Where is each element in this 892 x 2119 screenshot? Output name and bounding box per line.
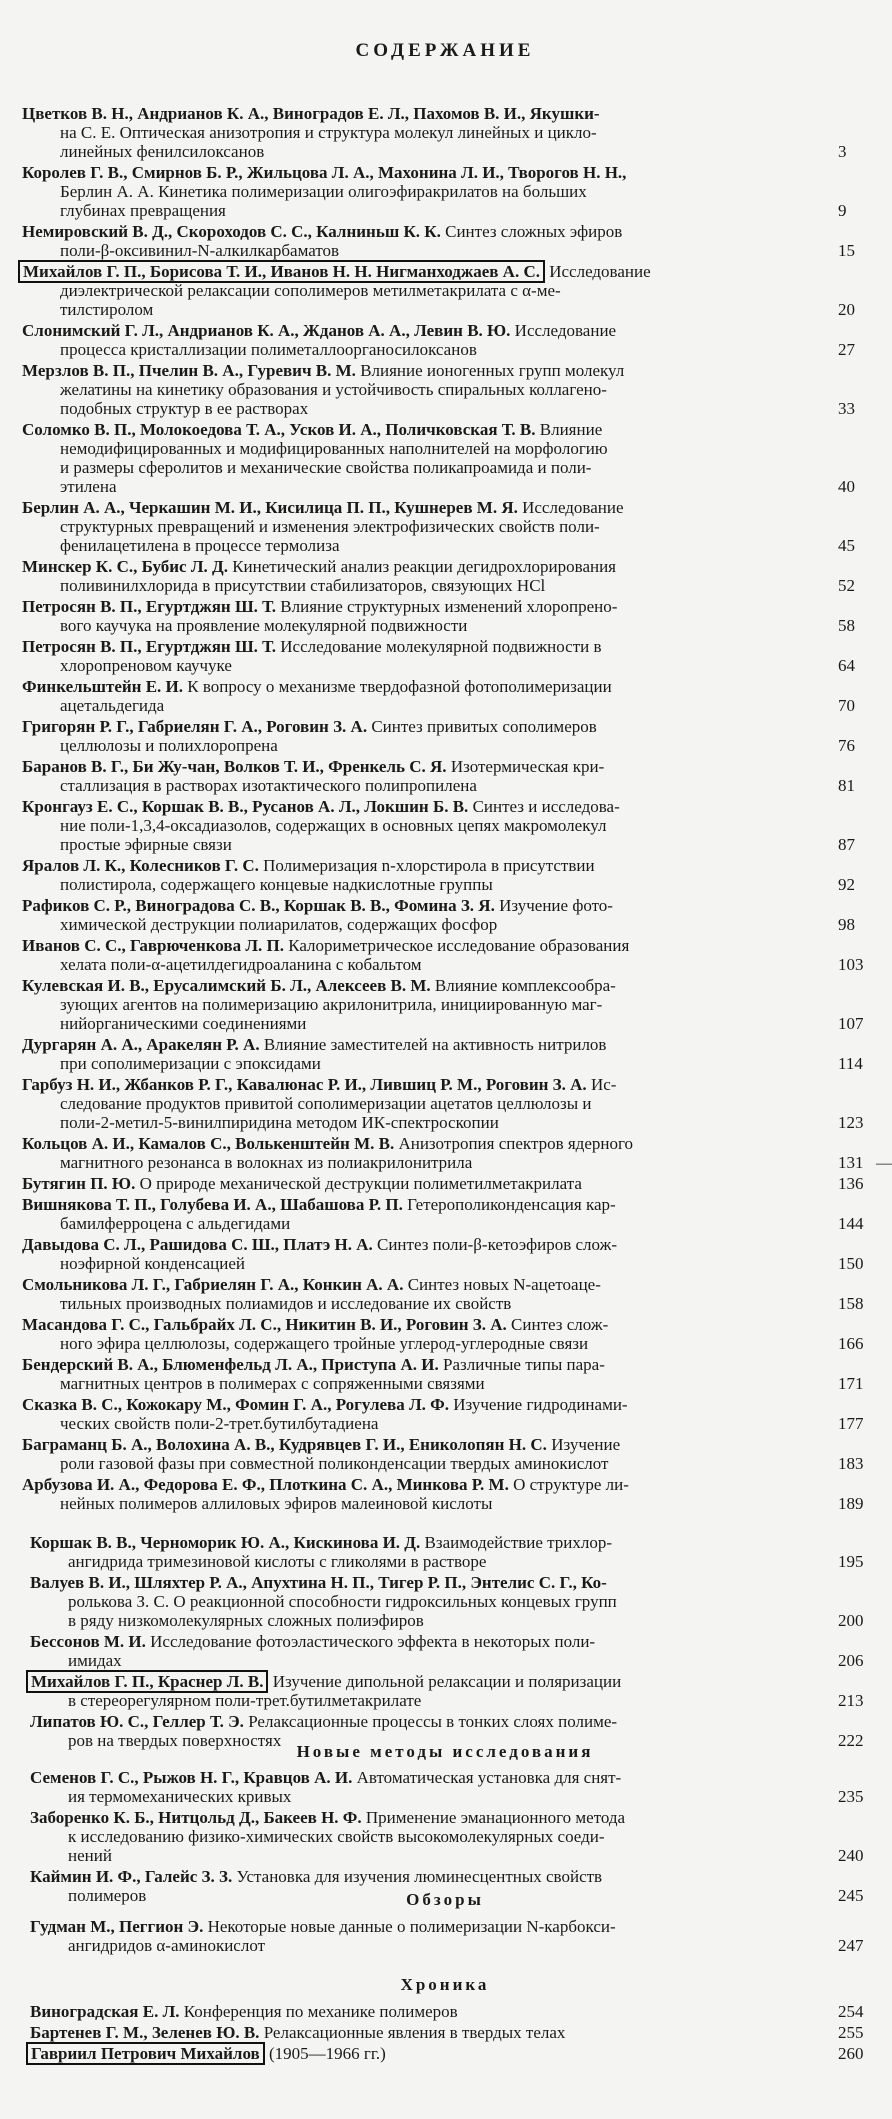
entry-first-line bbox=[22, 896, 832, 915]
entry-page-number: 76 bbox=[838, 736, 855, 755]
toc-entry bbox=[22, 637, 832, 675]
entry-first-line bbox=[30, 2044, 840, 2063]
page-title: СОДЕРЖАНИЕ bbox=[355, 40, 535, 61]
entry-page-number: 247 bbox=[838, 1936, 864, 1955]
entry-title-line: целлюлозы и полихлоропрена bbox=[60, 736, 278, 755]
entry-page-number: 255 bbox=[838, 2023, 864, 2042]
toc-entry bbox=[22, 896, 832, 934]
entry-title-line: процесса кристаллизации полиметаллоорганосилоксанов bbox=[60, 340, 477, 359]
entry-title-line: ние поли-1,3,4-оксадиазолов, содержащих в основных цепях макромолекул bbox=[60, 816, 607, 835]
entry-page-number: 15 bbox=[838, 241, 855, 260]
toc-entry bbox=[22, 222, 832, 260]
entry-title-start: Синтез сложных эфиров bbox=[440, 222, 623, 241]
toc-entry bbox=[22, 557, 832, 595]
entry-authors: Бендерский В. А., Блюменфельд Л. А., Приступа А. И. bbox=[22, 1355, 439, 1374]
entry-first-line bbox=[30, 1867, 840, 1886]
entry-first-line bbox=[22, 757, 832, 776]
toc-entry bbox=[30, 2002, 840, 2021]
toc-entry bbox=[22, 797, 832, 854]
entry-first-line bbox=[30, 1768, 840, 1787]
entry-first-line bbox=[22, 637, 832, 656]
entry-title-start: Кинетический анализ реакции дегидрохлорирования bbox=[227, 557, 616, 576]
entry-page-number: 189 bbox=[838, 1494, 864, 1513]
toc-entry bbox=[22, 420, 832, 496]
entry-authors: Семенов Г. С., Рыжов Н. Г., Кравцов А. И. bbox=[30, 1768, 353, 1787]
entry-first-line bbox=[30, 1533, 840, 1552]
entry-authors: Вишнякова Т. П., Голубева И. А., Шабашова Р. П. bbox=[22, 1195, 403, 1214]
entry-first-line bbox=[22, 797, 832, 816]
entry-first-line bbox=[22, 936, 832, 955]
toc-entry bbox=[30, 1808, 840, 1865]
entry-title-line: в ряду низкомолекулярных сложных полиэфиров bbox=[68, 1611, 424, 1630]
entry-title-line: структурных превращений и изменения электрофизических свойств поли- bbox=[60, 517, 600, 536]
entry-first-line bbox=[30, 1917, 840, 1936]
entry-first-line bbox=[22, 597, 832, 616]
entry-title-line: имидах bbox=[68, 1651, 122, 1670]
entry-title-line: роли газовой фазы при совместной поликонденсации твердых аминокислот bbox=[60, 1454, 609, 1473]
entry-authors: Яралов Л. К., Колесников Г. С. bbox=[22, 856, 259, 875]
toc-entry bbox=[22, 597, 832, 635]
entry-first-line bbox=[22, 1315, 832, 1334]
entry-title-start: Конференция по механике полимеров bbox=[179, 2002, 458, 2021]
entry-page-number: 98 bbox=[838, 915, 855, 934]
entry-first-line bbox=[22, 361, 832, 380]
entry-authors: Дургарян А. А., Аракелян Р. А. bbox=[22, 1035, 260, 1054]
entry-title-start: О природе механической деструкции полиметилметакрилата bbox=[135, 1174, 582, 1193]
entry-title-line: вого каучука на проявление молекулярной подвижности bbox=[60, 616, 468, 635]
entry-first-line bbox=[22, 557, 832, 576]
toc-entry bbox=[22, 1235, 832, 1273]
entry-first-line bbox=[22, 163, 832, 182]
entry-page-number: 58 bbox=[838, 616, 855, 635]
entry-authors: Немировский В. Д., Скороходов С. С., Калниньш К. К. bbox=[22, 222, 441, 241]
entry-authors: Берлин А. А., Черкашин М. И., Кисилица П. П., Кушнерев М. Я. bbox=[22, 498, 518, 517]
entry-first-line bbox=[22, 976, 832, 995]
entry-authors: Масандова Г. С., Гальбрайх Л. С., Никитин В. И., Роговин З. А. bbox=[22, 1315, 507, 1334]
entry-first-line bbox=[22, 222, 832, 241]
entry-title-line: к исследованию физико-химических свойств высокомолекулярных соеди- bbox=[68, 1827, 605, 1846]
margin-mark: — bbox=[876, 1155, 892, 1172]
entry-authors: Петросян В. П., Егуртджян Ш. Т. bbox=[22, 597, 277, 616]
entry-page-number: 81 bbox=[838, 776, 855, 795]
entry-page-number: 177 bbox=[838, 1414, 864, 1433]
entry-page-number: 158 bbox=[838, 1294, 864, 1313]
entry-title-line: полистирола, содержащего концевые надкислотные группы bbox=[60, 875, 493, 894]
entry-title-line: при сополимеризации с эпоксидами bbox=[60, 1054, 321, 1073]
entry-title-start: О структуре ли- bbox=[508, 1475, 629, 1494]
entry-title-line: в стереорегулярном поли-трет.бутилметакрилате bbox=[68, 1691, 422, 1710]
entry-page-number: 206 bbox=[838, 1651, 864, 1670]
section-heading-chronicle: Хроника bbox=[400, 1975, 490, 1994]
entry-authors: Григорян Р. Г., Габриелян Г. А., Роговин З. А. bbox=[22, 717, 368, 736]
entry-title-start: Изучение гидродинами- bbox=[448, 1395, 628, 1414]
toc-entry bbox=[30, 1768, 840, 1806]
entry-page-number: 150 bbox=[838, 1254, 864, 1273]
entry-title-start: Полимеризация n-хлорстирола в присутствии bbox=[258, 856, 595, 875]
entry-first-line bbox=[30, 1672, 840, 1691]
entry-title-start: Гетерополиконденсация кар- bbox=[402, 1195, 616, 1214]
section-heading-reviews: Обзоры bbox=[406, 1890, 484, 1909]
toc-entry bbox=[22, 717, 832, 755]
entry-title-start: Влияние комплексообра- bbox=[430, 976, 616, 995]
entry-authors: Заборенко К. Б., Нитцольд Д., Бакеев Н. Ф. bbox=[30, 1808, 362, 1827]
entry-title-start: Изучение дипольной релаксации и поляризации bbox=[268, 1672, 622, 1691]
entry-authors: Финкельштейн Е. И. bbox=[22, 677, 184, 696]
entry-title-line: фенилацетилена в процессе термолиза bbox=[60, 536, 340, 555]
entry-authors: Гудман М., Пеггион Э. bbox=[30, 1917, 204, 1936]
entry-title-line: бамилферроцена с альдегидами bbox=[60, 1214, 291, 1233]
entry-page-number: 144 bbox=[838, 1214, 864, 1233]
entry-title-line: на С. Е. Оптическая анизотропия и структура молекул линейных и цикло- bbox=[60, 123, 597, 142]
entry-title-line: поли-β-оксивинил-N-алкилкарбаматов bbox=[60, 241, 340, 260]
entry-page-number: 20 bbox=[838, 300, 855, 319]
entry-page-number: 114 bbox=[838, 1054, 863, 1073]
entry-authors: Баранов В. Г., Би Жу-чан, Волков Т. И., Френкель С. Я. bbox=[22, 757, 447, 776]
entry-page-number: 195 bbox=[838, 1552, 864, 1571]
entry-first-line bbox=[22, 1395, 832, 1414]
entry-authors: Сказка В. С., Кожокару М., Фомин Г. А., Рогулева Л. Ф. bbox=[22, 1395, 449, 1414]
entry-title-start: Исследование bbox=[510, 321, 617, 340]
entry-authors: Рафиков С. Р., Виноградова С. В., Коршак В. В., Фомина З. Я. bbox=[22, 896, 495, 915]
entry-title-line: линейных фенилсилоксанов bbox=[60, 142, 265, 161]
entry-first-line bbox=[22, 1275, 832, 1294]
entry-title-start: Применение эманационного метода bbox=[361, 1808, 626, 1827]
entry-first-line bbox=[30, 1573, 840, 1592]
entry-page-number: 3 bbox=[838, 142, 847, 161]
entry-title-start: Ис- bbox=[586, 1075, 617, 1094]
entry-authors: Михайлов Г. П., Краснер Л. В. bbox=[26, 1670, 268, 1693]
entry-title-line: химической деструкции полиарилатов, содержащих фосфор bbox=[60, 915, 498, 934]
toc-entry bbox=[22, 936, 832, 974]
entry-first-line bbox=[22, 1075, 832, 1094]
entry-authors: Кольцов А. И., Камалов С., Волькенштейн М. В. bbox=[22, 1134, 395, 1153]
toc-entry bbox=[22, 856, 832, 894]
entry-authors: Коршак В. В., Черноморик Ю. А., Кискинова И. Д. bbox=[30, 1533, 421, 1552]
entry-title-line: магнитного резонанса в волокнах из полиакрилонитрила bbox=[60, 1153, 473, 1172]
entry-title-start: Некоторые новые данные о полимеризации N-карбокси- bbox=[203, 1917, 616, 1936]
entry-first-line bbox=[30, 1712, 840, 1731]
entry-title-line: нений bbox=[68, 1846, 112, 1865]
entry-title-line: ангидрида тримезиновой кислоты с гликолями в растворе bbox=[68, 1552, 487, 1571]
entry-authors: Гавриил Петрович Михайлов bbox=[26, 2042, 265, 2065]
toc-entry bbox=[22, 104, 832, 161]
entry-first-line bbox=[22, 321, 832, 340]
toc-entry bbox=[22, 321, 832, 359]
entry-title-line: магнитных центров в полимерах с сопряженными связями bbox=[60, 1374, 485, 1393]
entry-page-number: 40 bbox=[838, 477, 855, 496]
entry-page-number: 123 bbox=[838, 1113, 864, 1132]
entry-title-line: ацетальдегида bbox=[60, 696, 165, 715]
toc-entry bbox=[30, 1573, 840, 1630]
entry-title-start: Синтез привитых сополимеров bbox=[367, 717, 597, 736]
entry-page-number: 245 bbox=[838, 1886, 864, 1905]
entry-title-start: Изучение фото- bbox=[494, 896, 613, 915]
entry-first-line bbox=[22, 856, 832, 875]
entry-page-number: 222 bbox=[838, 1731, 864, 1750]
entry-title-start: Исследование bbox=[517, 498, 624, 517]
toc-entry bbox=[30, 1533, 840, 1571]
toc-entry bbox=[22, 1275, 832, 1313]
toc-entry bbox=[22, 976, 832, 1033]
entry-title-start: Калориметрическое исследование образования bbox=[283, 936, 630, 955]
entry-authors: Давыдова С. Л., Рашидова С. Ш., Платэ Н. А. bbox=[22, 1235, 373, 1254]
entry-first-line bbox=[22, 1355, 832, 1374]
toc-entry bbox=[22, 1395, 832, 1433]
entry-title-line: поли-2-метил-5-винилпиридина методом ИК-спектроскопии bbox=[60, 1113, 499, 1132]
entry-first-line bbox=[22, 1174, 832, 1193]
entry-first-line bbox=[22, 498, 832, 517]
entry-first-line bbox=[30, 1632, 840, 1651]
entry-title-start: Влияние ионогенных групп молекул bbox=[355, 361, 625, 380]
entry-title-start: Автоматическая установка для снят- bbox=[352, 1768, 622, 1787]
entry-title-start: Релаксационные процессы в тонких слоях полиме- bbox=[243, 1712, 618, 1731]
entry-authors: Баграманц Б. А., Волохина А. В., Кудрявцев Г. И., Ениколопян Н. С. bbox=[22, 1435, 547, 1454]
entry-title-line: подобных структур в ее растворах bbox=[60, 399, 309, 418]
toc-entry bbox=[22, 262, 832, 319]
toc-entry bbox=[30, 1632, 840, 1670]
entry-first-line bbox=[22, 262, 832, 281]
entry-title-start: Влияние bbox=[535, 420, 603, 439]
entry-page-number: 260 bbox=[838, 2044, 864, 2063]
entry-title-line: и размеры сферолитов и механические свойства поликапроамида и поли- bbox=[60, 458, 592, 477]
entry-title-start: Синтез слож- bbox=[506, 1315, 609, 1334]
entry-title-start: Влияние структурных изменений хлоропрено- bbox=[276, 597, 618, 616]
entry-title-line: ческих свойств поли-2-трет.бутилбутадиена bbox=[60, 1414, 379, 1433]
toc-entry bbox=[22, 757, 832, 795]
toc-entry bbox=[22, 1134, 832, 1172]
entry-page-number: 92 bbox=[838, 875, 855, 894]
entry-page-number: 9 bbox=[838, 201, 847, 220]
entry-authors: Королев Г. В., Смирнов Б. Р., Жильцова Л. А., Махонина Л. И., Творогов Н. Н., bbox=[22, 163, 627, 182]
entry-title-line: хлоропреновом каучуке bbox=[60, 656, 232, 675]
entry-title-start: Различные типы пара- bbox=[438, 1355, 605, 1374]
entry-authors: Виноградская Е. Л. bbox=[30, 2002, 180, 2021]
entry-title-start: Синтез поли-β-кетоэфиров слож- bbox=[372, 1235, 617, 1254]
entry-first-line bbox=[22, 1035, 832, 1054]
entry-title-start: (1905—1966 гг.) bbox=[264, 2044, 386, 2063]
entry-authors: Кулевская И. В., Ерусалимский Б. Л., Алексеев В. М. bbox=[22, 976, 431, 995]
entry-title-line: ноэфирной конденсацией bbox=[60, 1254, 245, 1273]
entry-authors: Слонимский Г. Л., Андрианов К. А., Жданов А. А., Левин В. Ю. bbox=[22, 321, 511, 340]
entry-page-number: 64 bbox=[838, 656, 855, 675]
entry-title-start: Изучение bbox=[546, 1435, 621, 1454]
entry-title-line: простые эфирные связи bbox=[60, 835, 232, 854]
entry-authors: Бессонов М. И. bbox=[30, 1632, 146, 1651]
entry-title-line: хелата поли-α-ацетилдегидроаланина с кобальтом bbox=[60, 955, 422, 974]
entry-authors: Мерзлов В. П., Пчелин В. А., Гуревич В. М. bbox=[22, 361, 356, 380]
entry-title-start: Исследование bbox=[544, 262, 651, 281]
entry-authors: Каймин И. Ф., Галейс З. З. bbox=[30, 1867, 233, 1886]
entry-title-start: Исследование фотоэластического эффекта в некоторых поли- bbox=[145, 1632, 596, 1651]
entry-page-number: 131 bbox=[838, 1153, 864, 1172]
entry-title-line: тильных производных полиамидов и исследование их свойств bbox=[60, 1294, 512, 1313]
entry-first-line bbox=[22, 420, 832, 439]
toc-entry bbox=[22, 1035, 832, 1073]
entry-first-line bbox=[22, 1134, 832, 1153]
entry-title-line: ангидридов α-аминокислот bbox=[68, 1936, 266, 1955]
entry-title-line: нийорганическими соединениями bbox=[60, 1014, 307, 1033]
entry-title-start: Влияние заместителей на активность нитрилов bbox=[259, 1035, 607, 1054]
entry-page-number: 235 bbox=[838, 1787, 864, 1806]
toc-entry bbox=[30, 2044, 840, 2063]
entry-first-line bbox=[22, 717, 832, 736]
entry-title-line: поливинилхлорида в присутствии стабилизаторов, связующих HCl bbox=[60, 576, 546, 595]
entry-title-line: полимеров bbox=[68, 1886, 147, 1905]
entry-page-number: 240 bbox=[838, 1846, 864, 1865]
entry-page-number: 33 bbox=[838, 399, 855, 418]
entry-first-line bbox=[30, 2002, 840, 2021]
entry-title-start: Исследование молекулярной подвижности в bbox=[276, 637, 602, 656]
entry-authors: Липатов Ю. С., Геллер Т. Э. bbox=[30, 1712, 244, 1731]
toc-entry bbox=[22, 1475, 832, 1513]
entry-page-number: 45 bbox=[838, 536, 855, 555]
entry-page-number: 107 bbox=[838, 1014, 864, 1033]
toc-entry bbox=[30, 1917, 840, 1955]
entry-page-number: 87 bbox=[838, 835, 855, 854]
entry-title-line: ролькова З. С. О реакционной способности гидроксильных концевых групп bbox=[68, 1592, 617, 1611]
entry-authors: Петросян В. П., Егуртджян Ш. Т. bbox=[22, 637, 277, 656]
entry-title-line: зующих агентов на полимеризацию акрилонитрила, инициированную маг- bbox=[60, 995, 603, 1014]
entry-first-line bbox=[22, 104, 832, 123]
entry-authors: Смольникова Л. Г., Габриелян Г. А., Конкин А. А. bbox=[22, 1275, 404, 1294]
entry-authors: Бутягин П. Ю. bbox=[22, 1174, 136, 1193]
toc-entry bbox=[22, 1174, 832, 1193]
entry-page-number: 166 bbox=[838, 1334, 864, 1353]
entry-page-number: 136 bbox=[838, 1174, 864, 1193]
entry-title-line: сталлизация в растворах изотактического полипропилена bbox=[60, 776, 477, 795]
entry-title-line: немодифицированных и модифицированных наполнителей на морфологию bbox=[60, 439, 608, 458]
entry-title-line: диэлектрической релаксации сополимеров метилметакрилата с α-ме- bbox=[60, 281, 561, 300]
section-heading-new-methods: Новые методы исследования bbox=[296, 1742, 594, 1761]
entry-authors: Бартенев Г. М., Зеленев Ю. В. bbox=[30, 2023, 260, 2042]
entry-authors: Иванов С. С., Гаврюченкова Л. П. bbox=[22, 936, 284, 955]
entry-first-line bbox=[22, 677, 832, 696]
toc-entry bbox=[22, 361, 832, 418]
toc-entry bbox=[22, 498, 832, 555]
entry-page-number: 213 bbox=[838, 1691, 864, 1710]
entry-title-line: тилстиролом bbox=[60, 300, 154, 319]
entry-first-line bbox=[22, 1195, 832, 1214]
entry-title-line: нейных полимеров аллиловых эфиров малеиновой кислоты bbox=[60, 1494, 493, 1513]
entry-title-line: глубинах превращения bbox=[60, 201, 226, 220]
entry-title-line: этилена bbox=[60, 477, 117, 496]
entry-page-number: 52 bbox=[838, 576, 855, 595]
toc-entry bbox=[30, 2023, 840, 2042]
entry-title-start: Изотермическая кри- bbox=[446, 757, 605, 776]
entry-title-line: Берлин А. А. Кинетика полимеризации олигоэфиракрилатов на больших bbox=[60, 182, 587, 201]
entry-authors: Валуев В. И., Шляхтер Р. А., Апухтина Н. П., Тигер Р. П., Энтелис С. Г., Ко- bbox=[30, 1573, 607, 1592]
entry-authors: Гарбуз Н. И., Жбанков Р. Г., Кавалюнас Р. И., Лившиц Р. М., Роговин З. А. bbox=[22, 1075, 587, 1094]
entry-title-start: Установка для изучения люминесцентных свойств bbox=[232, 1867, 603, 1886]
entry-title-start: Синтез новых N-ацетоаце- bbox=[403, 1275, 601, 1294]
entry-authors: Кронгауз Е. С., Коршак В. В., Русанов А. Л., Локшин Б. В. bbox=[22, 797, 469, 816]
entry-authors: Цветков В. Н., Андрианов К. А., Виноградов Е. Л., Пахомов В. И., Якушки- bbox=[22, 104, 600, 123]
toc-entry bbox=[22, 163, 832, 220]
entry-title-start: Анизотропия спектров ядерного bbox=[394, 1134, 634, 1153]
entry-page-number: 183 bbox=[838, 1454, 864, 1473]
entry-authors: Минскер К. С., Бубис Л. Д. bbox=[22, 557, 228, 576]
toc-entry bbox=[22, 1195, 832, 1233]
toc-entry bbox=[30, 1672, 840, 1710]
entry-title-start: Взаимодействие трихлор- bbox=[420, 1533, 613, 1552]
toc-entry bbox=[22, 1435, 832, 1473]
entry-first-line bbox=[22, 1475, 832, 1494]
entry-title-line: ного эфира целлюлозы, содержащего тройные углерод-углеродные связи bbox=[60, 1334, 589, 1353]
entry-first-line bbox=[22, 1435, 832, 1454]
entry-page-number: 171 bbox=[838, 1374, 864, 1393]
entry-first-line bbox=[22, 1235, 832, 1254]
entry-authors: Арбузова И. А., Федорова Е. Ф., Плоткина С. А., Минкова Р. М. bbox=[22, 1475, 509, 1494]
entry-title-start: Релаксационные явления в твердых телах bbox=[259, 2023, 566, 2042]
entry-first-line bbox=[30, 1808, 840, 1827]
toc-entry bbox=[22, 1075, 832, 1132]
entry-page-number: 200 bbox=[838, 1611, 864, 1630]
entry-title-start: К вопросу о механизме твердофазной фотополимеризации bbox=[183, 677, 612, 696]
toc-entry bbox=[22, 1315, 832, 1353]
entry-page-number: 254 bbox=[838, 2002, 864, 2021]
entry-first-line bbox=[30, 2023, 840, 2042]
entry-page-number: 27 bbox=[838, 340, 855, 359]
entry-title-start: Синтез и исследова- bbox=[468, 797, 620, 816]
entry-authors: Михайлов Г. П., Борисова Т. И., Иванов Н. Н. Нигманходжаев А. С. bbox=[18, 260, 545, 283]
entry-title-line: желатины на кинетику образования и устойчивость спиральных коллагено- bbox=[60, 380, 607, 399]
entry-page-number: 103 bbox=[838, 955, 864, 974]
toc-entry bbox=[22, 1355, 832, 1393]
entry-title-line: ров на твердых поверхностях bbox=[68, 1731, 282, 1750]
toc-entry bbox=[22, 677, 832, 715]
entry-page-number: 70 bbox=[838, 696, 855, 715]
entry-title-line: ия термомеханических кривых bbox=[68, 1787, 292, 1806]
entry-authors: Соломко В. П., Молокоедова Т. А., Усков И. А., Поличковская Т. В. bbox=[22, 420, 536, 439]
entry-title-line: следование продуктов привитой сополимеризации ацетатов целлюлозы и bbox=[60, 1094, 592, 1113]
